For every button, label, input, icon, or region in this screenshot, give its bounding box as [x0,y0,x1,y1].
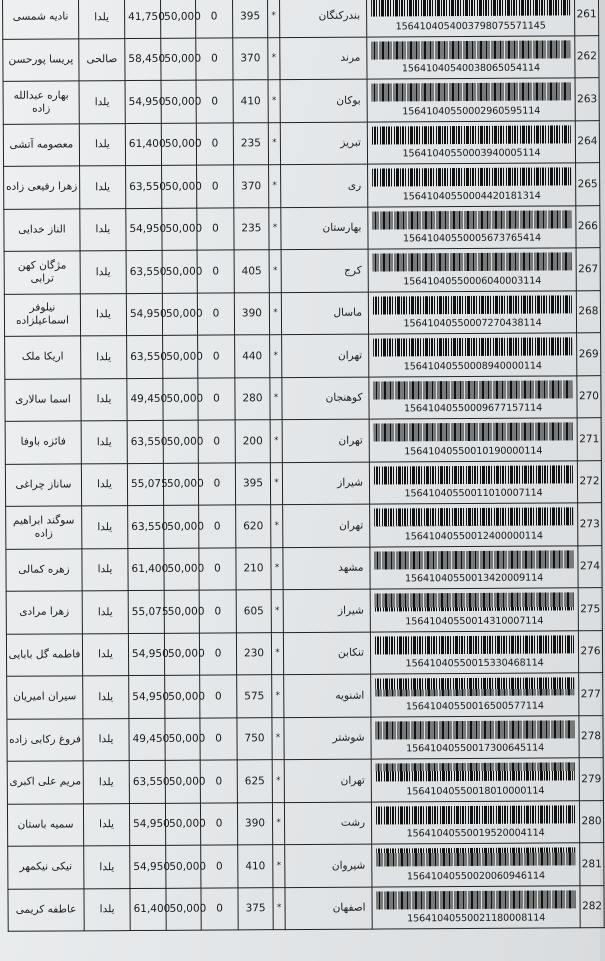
city-cell: بوکان [280,79,367,122]
weight-cell: 370 [234,165,269,208]
city-cell: ری [281,164,368,207]
recipient-name: فائزه باوفا [5,421,81,464]
barcode-graphic [373,295,572,314]
city-cell: شیراز [283,589,370,632]
city-cell: مشهد [283,547,370,590]
weight-cell: 210 [236,547,271,590]
fee-cell: 50,000 [162,250,197,293]
shipment-table [2,0,605,932]
barcode-number: 15641040550005673765414 [402,232,542,245]
barcode-graphic [375,635,574,654]
zero-cell: 0 [198,335,235,378]
barcode-graphic [374,507,573,526]
city-cell: شیراز [282,462,369,505]
amount-cell: 61,400 [128,548,164,591]
amount-cell: 63,550 [126,165,162,208]
fee-cell: 50,000 [164,505,199,548]
type-cell: یلدا [80,208,126,251]
barcode-cell [368,290,576,334]
barcode-cell [371,800,579,844]
zero-cell: 0 [197,165,234,208]
barcode-graphic [376,847,575,866]
type-cell: صالحی [79,38,125,81]
mark-cell: * [272,675,284,718]
type-cell: یلدا [79,0,125,38]
amount-cell: 54,950 [130,845,166,888]
fee-cell: 50,000 [163,335,198,378]
table-row [5,375,601,421]
barcode-graphic [373,380,572,399]
recipient-name: زهرا رفیعی زاده [4,166,80,209]
recipient-name: معصومه آتشی [3,123,79,166]
type-cell: یلدا [84,888,130,931]
mark-cell: * [269,165,281,208]
zero-cell: 0 [198,420,235,463]
amount-cell: 54,950 [129,675,165,718]
barcode-graphic [372,125,571,144]
fee-cell: 50,000 [162,208,197,251]
amount-cell: 55,075 [127,463,163,506]
fee-cell: 50,000 [162,165,197,208]
barcode-graphic [375,720,574,739]
fee-cell: 50,000 [162,293,197,336]
city-cell: مرند [280,37,367,80]
barcode-number: 15641040550002960595114 [402,105,541,117]
mark-cell: * [271,632,283,675]
table-body [3,0,605,931]
row-number: 261 [574,0,598,35]
recipient-name: مریم علی اکبری [7,761,83,804]
barcode-graphic [375,592,574,611]
row-number: 274 [578,545,602,588]
recipient-name: فاطمه گل بابایی [6,633,82,676]
weight-cell: 625 [237,760,272,803]
zero-cell: 0 [196,37,233,80]
amount-cell: 63,550 [127,335,163,378]
zero-cell: 0 [196,0,233,38]
barcode-cell [370,630,578,674]
zero-cell: 0 [200,717,237,760]
barcode-number: 15641040550006040003114 [403,275,542,287]
table-row [6,503,602,549]
barcode-number: 15641040550013420009114 [404,572,544,585]
mark-cell: * [271,547,283,590]
mark-cell: * [270,377,282,420]
barcode-number: 15641040550004420181314 [402,190,541,202]
recipient-name: عاطفه کریمی [8,888,84,931]
table-row [3,120,599,166]
mark-cell: * [270,335,282,378]
barcode-number: 15641040550016500577114 [405,700,544,712]
row-number: 265 [576,163,600,206]
fee-cell: 50,000 [163,378,198,421]
barcode-cell [368,205,576,249]
row-number: 262 [575,35,599,78]
fee-cell: 50,000 [165,675,200,718]
barcode-number: 15641040550012400000114 [404,530,543,542]
recipient-name: نیکی نیکمهر [8,846,84,889]
zero-cell: 0 [199,632,236,675]
barcode-cell [367,120,575,164]
city-cell: تهران [282,334,369,377]
weight-cell: 235 [233,122,268,165]
barcode-cell [371,673,579,717]
zero-cell: 0 [199,590,236,633]
row-number: 266 [576,205,600,248]
table-row [4,290,600,336]
fee-cell: 50,000 [163,420,198,463]
amount-cell: 54,950 [128,633,164,676]
table-row [7,800,603,846]
barcode-number: 15641040550017300645114 [406,742,545,755]
amount-cell: 58,450 [125,38,161,81]
barcode-number: 15641040550020060946114 [406,870,545,882]
city-cell: کرج [281,249,368,292]
fee-cell: 50,000 [161,123,196,166]
weight-cell: 370 [233,37,268,80]
city-cell: تهران [283,504,370,547]
barcode-number: 15641040550011010007114 [404,487,543,500]
table-row [5,418,601,464]
weight-cell: 280 [235,377,270,420]
zero-cell: 0 [197,207,234,250]
weight-cell: 620 [236,505,271,548]
city-cell: بندرکنگان [280,0,367,37]
barcode-graphic [372,210,571,229]
recipient-name: نادیه شمسی [3,0,79,39]
amount-cell: 55,075 [128,590,164,633]
mark-cell: * [270,420,282,463]
barcode-cell [372,885,580,929]
zero-cell: 0 [201,845,238,888]
fee-cell: 50,000 [161,80,196,123]
barcode-graphic [373,337,572,356]
weight-cell: 390 [234,292,269,335]
barcode-cell [369,375,577,419]
mark-cell: * [273,845,285,888]
mark-cell: * [269,207,281,250]
barcode-graphic [372,82,571,101]
recipient-name: نیلوفر اسماعیلزاده [4,293,80,336]
recipient-name: ساناز چراغی [5,463,81,506]
row-number: 263 [575,78,599,121]
table-row [5,333,601,379]
type-cell: یلدا [83,761,129,804]
table-row [4,205,600,251]
recipient-name: سیران امیریان [7,676,83,719]
type-cell: یلدا [83,803,129,846]
mark-cell: * [269,292,281,335]
city-cell: رشت [284,802,371,845]
zero-cell: 0 [199,547,236,590]
type-cell: یلدا [81,421,127,464]
row-number: 278 [579,715,603,758]
zero-cell: 0 [198,377,235,420]
row-number: 267 [576,248,600,291]
weight-cell: 440 [235,335,270,378]
barcode-graphic [374,550,573,569]
amount-cell: 41,750 [125,0,161,38]
table-row [3,78,599,124]
city-cell: اشنویه [284,674,371,717]
barcode-graphic [374,465,573,484]
table-row [5,460,601,506]
barcode-number: 15641040550019520004114 [406,827,545,840]
barcode-cell [370,588,578,632]
barcode-graphic [371,0,570,17]
city-cell: شیروان [285,844,372,887]
zero-cell: 0 [201,887,238,930]
weight-cell: 575 [237,675,272,718]
type-cell: یلدا [82,548,128,591]
zero-cell: 0 [197,292,234,335]
table-row [4,248,600,294]
city-cell: اصفهان [285,887,372,930]
city-cell: ماسال [281,292,368,335]
barcode-cell [368,248,576,292]
barcode-cell [370,545,578,589]
barcode-number: 15641040550018010000114 [406,785,545,797]
city-cell: تهران [282,419,369,462]
zero-cell: 0 [196,122,233,165]
type-cell: یلدا [84,846,130,889]
mark-cell: * [268,122,280,165]
row-number: 268 [576,290,600,333]
table-row [6,630,602,676]
table-row [3,35,599,81]
zero-cell: 0 [199,505,236,548]
barcode-cell [369,460,577,504]
type-cell: یلدا [82,633,128,676]
recipient-name: فروغ رکابی زاده [7,718,83,761]
fee-cell: 50,000 [161,0,196,38]
city-cell: تهران [284,759,371,802]
table-row [8,843,604,889]
mark-cell: * [271,505,283,548]
city-cell: تبریز [280,122,367,165]
row-number: 281 [580,843,604,886]
fee-cell: 50,000 [166,888,201,931]
fee-cell: 50,000 [165,718,200,761]
fee-cell: 50,000 [161,38,196,81]
row-number: 273 [578,503,602,546]
weight-cell: 395 [235,462,270,505]
table-row [7,758,603,804]
weight-cell: 375 [238,887,273,930]
mark-cell: * [272,802,284,845]
type-cell: یلدا [81,378,127,421]
barcode-cell [369,418,577,462]
weight-cell: 750 [237,717,272,760]
recipient-name: بهاره عبدالله زاده [3,81,79,124]
amount-cell: 54,950 [125,80,161,123]
city-cell: شوشتر [284,717,371,760]
type-cell: یلدا [81,463,127,506]
mark-cell: * [272,717,284,760]
barcode-graphic [375,677,574,696]
recipient-name: پریسا پورحسن [3,38,79,81]
barcode-cell [372,843,580,887]
zero-cell: 0 [200,675,237,718]
amount-cell: 61,400 [130,888,166,931]
city-cell: بهارستان [281,207,368,250]
barcode-graphic [376,890,575,909]
table-row [7,673,603,719]
mark-cell: * [272,760,284,803]
recipient-name: زهرا مرادی [6,591,82,634]
row-number: 282 [580,885,604,928]
weight-cell: 230 [236,632,271,675]
row-number: 275 [578,588,602,631]
recipient-name: سوگند ابراهیم زاده [6,506,82,549]
type-cell: یلدا [80,166,126,209]
table-row [4,163,600,209]
barcode-graphic [376,762,575,781]
barcode-cell [371,715,579,759]
zero-cell: 0 [200,760,237,803]
row-number: 277 [579,673,603,716]
table-row [6,588,602,634]
barcode-graphic [373,252,572,271]
row-number: 280 [579,800,603,843]
type-cell: یلدا [80,251,126,294]
amount-cell: 63,550 [128,505,164,548]
mark-cell: * [268,0,280,37]
amount-cell: 63,550 [127,420,163,463]
mark-cell: * [270,462,282,505]
barcode-number: 15641040550014310007114 [405,615,544,627]
table-row [6,545,602,591]
weight-cell: 410 [238,845,273,888]
recipient-name: اریکا ملک [5,336,81,379]
weight-cell: 395 [233,0,268,37]
barcode-graphic [372,167,571,186]
mark-cell: * [271,590,283,633]
type-cell: یلدا [79,123,125,166]
row-number: 276 [578,630,602,673]
fee-cell: 50,000 [165,760,200,803]
fee-cell: 50,000 [164,548,199,591]
fee-cell: 50,000 [164,633,199,676]
fee-cell: 50,000 [166,845,201,888]
barcode-number: 15641040550008940000114 [403,360,542,372]
barcode-cell [369,333,577,377]
type-cell: یلدا [81,336,127,379]
amount-cell: 54,950 [129,803,165,846]
zero-cell: 0 [197,250,234,293]
row-number: 271 [577,418,601,461]
barcode-number: 15641040550015330468114 [405,657,544,670]
barcode-cell [367,35,575,79]
row-number: 279 [579,758,603,801]
weight-cell: 405 [234,250,269,293]
amount-cell: 54,950 [126,293,162,336]
amount-cell: 49,450 [129,718,165,761]
city-cell: تنکابن [283,632,370,675]
barcode-cell [371,758,579,802]
weight-cell: 200 [235,420,270,463]
weight-cell: 605 [236,590,271,633]
barcode-number: 15641040550010190000114 [404,445,543,457]
type-cell: یلدا [82,506,128,549]
barcode-number: 1564104054003798075571145 [395,20,546,32]
barcode-graphic [376,805,575,824]
recipient-name: مژگان کهن ترابی [4,251,80,294]
fee-cell: 50,000 [164,590,199,633]
type-cell: یلدا [83,676,129,719]
zero-cell: 0 [196,80,233,123]
weight-cell: 235 [234,207,269,250]
table-row [3,0,599,39]
table-row [8,885,604,931]
zero-cell: 0 [200,802,237,845]
row-number: 270 [577,375,601,418]
city-cell: کوهنجان [282,377,369,420]
recipient-name: الناز خدایی [4,208,80,251]
barcode-cell [367,0,575,37]
table-row [7,715,603,761]
recipient-name: اسما سالاری [5,378,81,421]
mark-cell: * [273,887,285,930]
barcode-graphic [374,422,573,441]
mark-cell: * [268,80,280,123]
barcode-cell [370,503,578,547]
barcode-number: 15641040550003940005114 [402,147,541,160]
recipient-name: زهره کمالی [6,548,82,591]
barcode-number: 15641040550007270438114 [403,317,542,330]
type-cell: یلدا [82,591,128,634]
row-number: 272 [577,460,601,503]
barcode-number: 15641040550009677157114 [403,402,543,415]
barcode-number: 15641040550021180008114 [407,912,546,925]
type-cell: یلدا [79,81,125,124]
zero-cell: 0 [198,462,235,505]
barcode-cell [367,78,575,122]
type-cell: یلدا [83,718,129,761]
amount-cell: 63,550 [126,250,162,293]
amount-cell: 54,950 [126,208,162,251]
weight-cell: 410 [233,80,268,123]
barcode-graphic [371,40,570,59]
recipient-name: سمیه باستان [7,803,83,846]
fee-cell: 50,000 [165,803,200,846]
mark-cell: * [269,250,281,293]
amount-cell: 49,450 [127,378,163,421]
row-number: 269 [577,333,601,376]
mark-cell: * [268,37,280,80]
weight-cell: 390 [237,802,272,845]
barcode-cell [368,163,576,207]
amount-cell: 61,400 [125,123,161,166]
amount-cell: 63,550 [129,760,165,803]
barcode-number: 15641040540038065054114 [401,62,541,75]
type-cell: یلدا [80,293,126,336]
row-number: 264 [575,120,599,163]
fee-cell: 50,000 [163,463,198,506]
